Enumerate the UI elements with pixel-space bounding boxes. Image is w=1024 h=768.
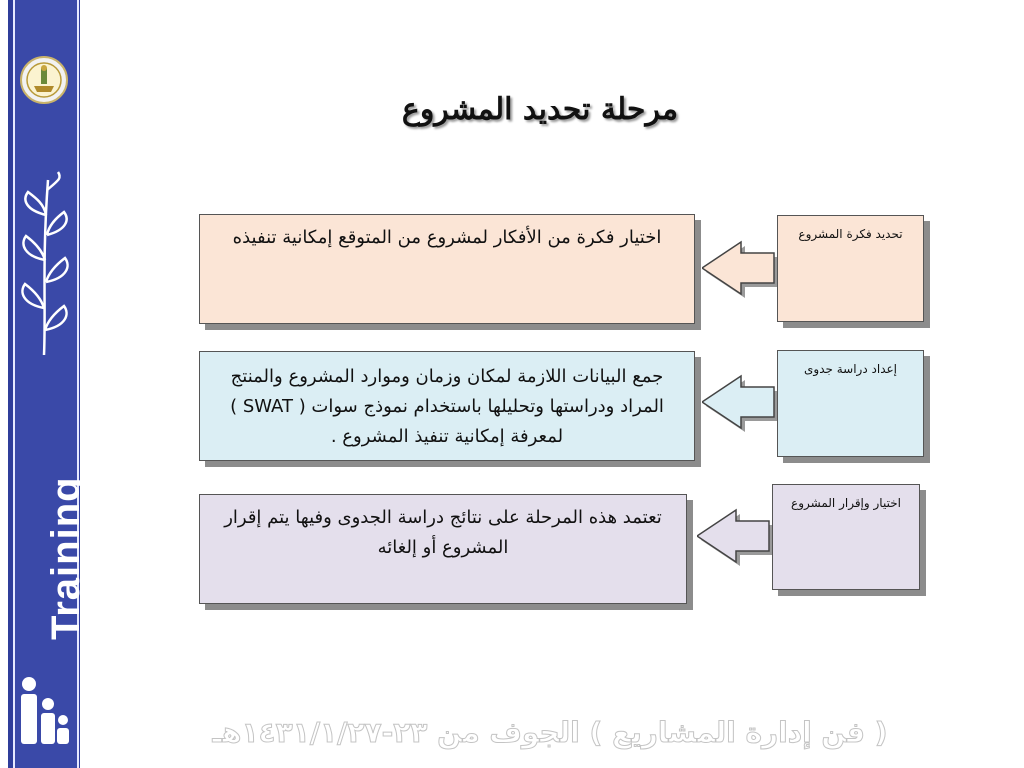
- stage-description-box: [199, 494, 687, 604]
- stage-label-text: إعداد دراسة جدوى: [804, 362, 897, 376]
- slide-title: مرحلة تحديد المشروع: [401, 92, 679, 127]
- olive-branch-icon: [14, 170, 76, 360]
- left-arrow-icon: [702, 240, 782, 306]
- stage-description-text: جمع البيانات اللازمة لمكان وزمان وموارد المشروع والمنتج المراد ودراستها وتحليلها باستخدام نموذج سوات ( SWAT ) لمعرفة إمكانية تنفيذ المشروع .: [230, 366, 664, 447]
- stage-label-text: اختيار وإقرار المشروع: [791, 496, 901, 510]
- stage-description-box: [199, 351, 695, 461]
- stage-description-text: اختيار فكرة من الأفكار لمشروع من المتوقع إمكانية تنفيذه: [232, 227, 662, 248]
- stage-label-box: [777, 350, 924, 457]
- stage-description-box: [199, 214, 695, 324]
- stage-label-box: [772, 484, 920, 590]
- left-arrow-icon: [702, 374, 782, 440]
- emblem-logo: [20, 56, 68, 104]
- stage-description-text: تعتمد هذه المرحلة على نتائج دراسة الجدوى وفيها يتم إقرار المشروع أو إلغائه: [224, 507, 662, 558]
- sidebar-inner-stripe: [13, 0, 79, 768]
- slide-footer: ( فن إدارة المشاريع ) الجوف من ٢٣-١٤٣١/١/٢٧هـ: [212, 716, 888, 749]
- training-vertical-text: Training: [44, 476, 88, 640]
- sidebar-band: [0, 0, 88, 768]
- stage-label-box: [777, 215, 924, 322]
- left-arrow-icon: [697, 508, 777, 574]
- stage-label-text: تحديد فكرة المشروع: [798, 227, 903, 241]
- people-icon: [18, 676, 70, 746]
